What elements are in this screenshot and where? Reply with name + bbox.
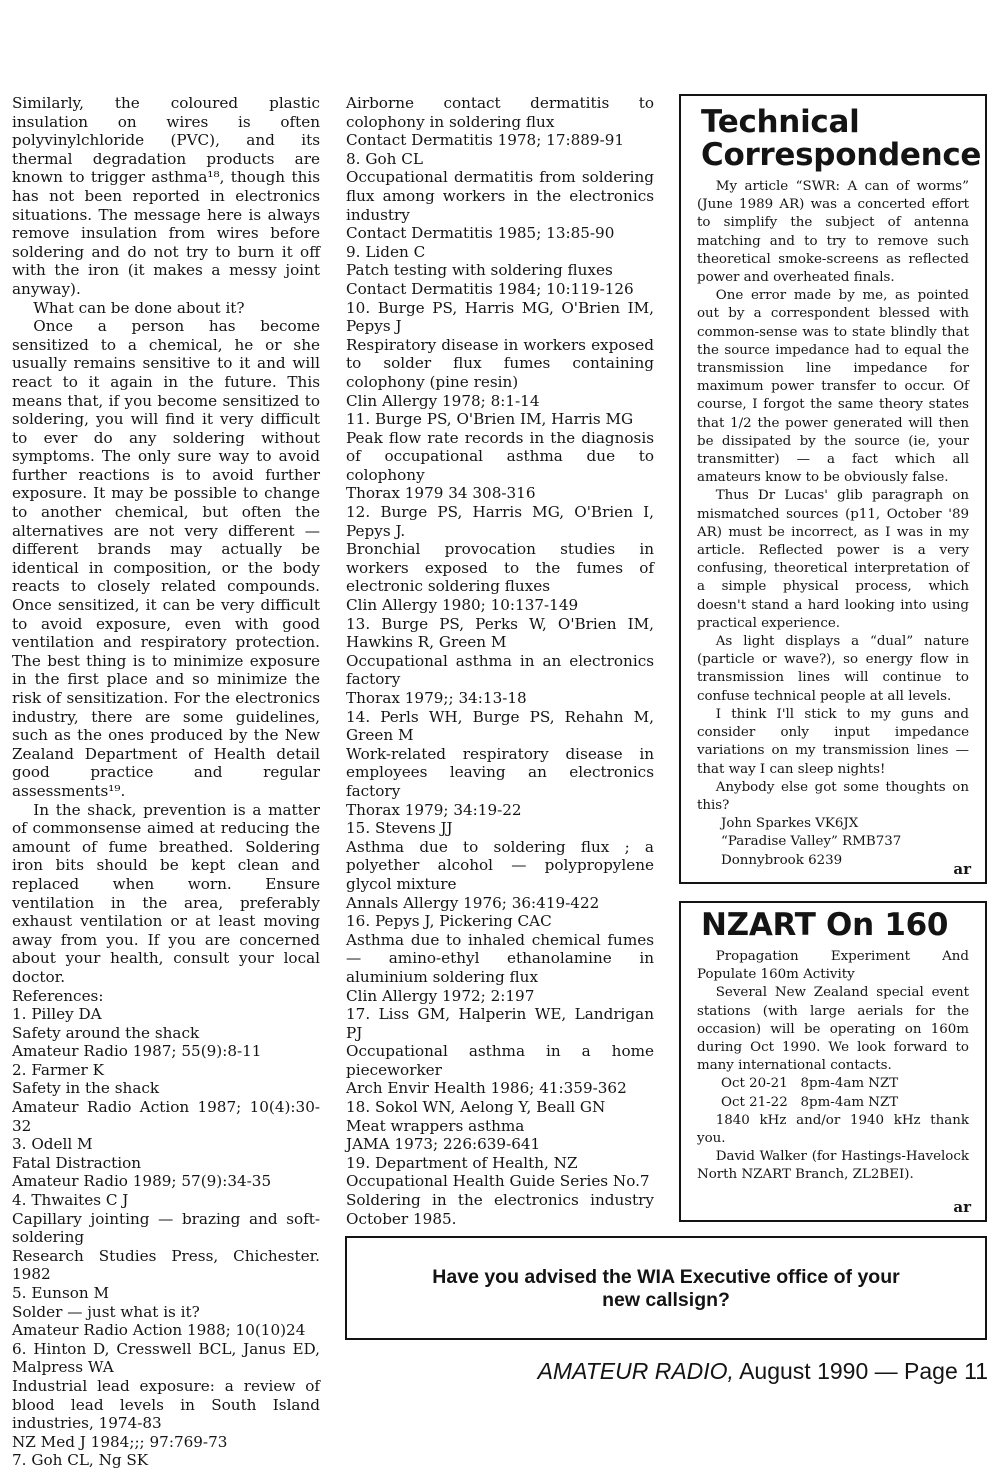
reference-line: 2. Farmer K	[12, 1060, 104, 1079]
references-heading: References:	[12, 986, 104, 1005]
reference-line: Peak flow rate records in the diagnosis of occupational asthma due to colophony	[346, 428, 654, 484]
reference-line: 1. Pilley DA	[12, 1005, 102, 1024]
reference-line: Occupational asthma in a home pieceworker	[346, 1042, 654, 1079]
schedule-times: 8pm-4am NZT	[800, 1076, 899, 1092]
letter-paragraph: Anybody else got some thoughts on this?	[697, 779, 969, 813]
reference-line: Respiratory disease in workers exposed to solder flux fumes containing colophony (pine resin)	[346, 335, 654, 391]
schedule-dates: Oct 20-21	[721, 1076, 788, 1092]
reference-line: Thorax 1979 34 308-316	[346, 484, 536, 503]
reference-line: Amateur Radio 1989; 57(9):34-35	[12, 1172, 272, 1191]
reference-line: 10. Burge PS, Harris MG, O'Brien IM, Pepys J	[346, 298, 654, 336]
page-footer	[538, 1358, 988, 1385]
reference-line: 17. Liss GM, Halperin WE, Landrigan PJ	[346, 1005, 654, 1042]
reference-line: Amateur Radio Action 1988; 10(10)24	[12, 1321, 306, 1340]
signature-line: “Paradise Valley” RMB737	[721, 834, 902, 850]
reference-line: 3. Odell M	[12, 1135, 93, 1154]
nzart-160-box	[679, 901, 987, 1222]
reference-line: Safety in the shack	[12, 1079, 160, 1098]
letter-paragraph: I think I'll stick to my guns and consider only input impedance variations on my transmission lines — that way I can sleep nights!	[697, 706, 969, 777]
reference-line: 18. Sokol WN, Aelong Y, Beall GN	[346, 1098, 606, 1117]
reference-line: Fatal Distraction	[12, 1153, 142, 1172]
reference-line: 16. Pepys J, Pickering CAC	[346, 912, 552, 931]
reference-line: Amateur Radio 1987; 55(9):8-11	[12, 1042, 262, 1061]
letter-paragraph: My article “SWR: A can of worms” (June 1989 AR) was a concerted effort to simplify the subject of antenna matching and to try to remove such theoretical smoke-screens as reflected power and overheated finals.	[697, 179, 969, 286]
reference-line: Soldering in the electronics industry October 1985.	[346, 1191, 654, 1228]
reference-line: Occupational Health Guide Series No.7	[346, 1172, 650, 1191]
article-paragraph: In the shack, prevention is a matter of commonsense aimed at reducing the amount of fume breathed. Soldering iron bits should be kept clean and replaced when worn. Ensure ventilation in the area, preferably exhaust ventilation or at least moving away from you. If you are concerned about your health, consult your local doctor.	[12, 800, 320, 986]
wia-notice-text	[347, 1266, 985, 1312]
notice-paragraph: Several New Zealand special event stations (with large aerials for the occasion) will be operating on 160m during Oct 1990. We look forward to many international contacts.	[697, 985, 969, 1074]
magazine-name: AMATEUR RADIO,	[537, 1358, 734, 1384]
reference-line: 13. Burge PS, Perks W, O'Brien IM, Hawkins R, Green M	[346, 614, 654, 652]
issue-and-page: August 1990 — Page 11	[733, 1358, 988, 1384]
reference-line: Safety around the shack	[12, 1023, 200, 1042]
article-column-1	[12, 94, 320, 1470]
signoff-text: David Walker (for Hastings-Havelock North NZART Branch, ZL2BEI).	[697, 1149, 969, 1183]
schedule-dates: Oct 21-22	[721, 1094, 788, 1110]
letter-paragraph: One error made by me, as pointed out by a correspondent blessed with common-sense was to state blindly that the source impedance had to equal the transmission line impedance for maximum power transfer to occur. Of course, I forgot the same theory states that 1/2 the power generated will then be dissipated by the source (ie, your transmitter) — a fact which all amateurs know to be obviously false.	[697, 288, 969, 486]
reference-line: Patch testing with soldering fluxes	[346, 261, 613, 280]
reference-line: Research Studies Press, Chichester. 1982	[12, 1246, 320, 1284]
reference-line: Clin Allergy 1980; 10:137-149	[346, 596, 579, 615]
reference-line: 9. Liden C	[346, 242, 426, 261]
reference-line: JAMA 1973; 226:639-641	[346, 1135, 541, 1154]
reference-line: 4. Thwaites C J	[12, 1191, 129, 1210]
reference-list	[12, 1005, 320, 1470]
reference-line: Thorax 1979; 34:19-22	[346, 800, 522, 819]
reference-line: Asthma due to inhaled chemical fumes — amino-ethyl ethanolamine in aluminium soldering flux	[346, 930, 654, 986]
reference-line: Annals Allergy 1976; 36:419-422	[346, 893, 600, 912]
reference-line: 12. Burge PS, Harris MG, O'Brien I, Pepys J.	[346, 503, 654, 540]
reference-line: 19. Department of Health, NZ	[346, 1153, 578, 1172]
references-column-2	[346, 94, 654, 1251]
reference-line: Industrial lead exposure: a review of blood lead levels in South Island industries, 1974-83	[12, 1376, 320, 1433]
reference-line: Work-related respiratory disease in employees leaving an electronics factory	[346, 744, 654, 800]
end-mark: ar	[953, 1198, 971, 1216]
article-paragraph: Similarly, the coloured plastic insulation on wires is often polyvinylchloride (PVC), and its thermal degradation products are known to trigger asthma¹⁸, though this has not been reported in electronics situations. The message here is always remove insulation from wires before soldering and do not try to burn it off with the iron (it makes a messy joint anyway).	[12, 94, 320, 298]
end-mark: ar	[953, 860, 971, 878]
reference-line: Meat wrappers asthma	[346, 1116, 525, 1135]
reference-line: Asthma due to soldering flux ; a polyether alcohol — polypropylene glycol mixture	[346, 837, 654, 893]
frequency-text: 1840 kHz and/or 1940 kHz thank you.	[697, 1112, 969, 1147]
reference-line: 11. Burge PS, O'Brien IM, Harris MG	[346, 410, 634, 429]
reference-line: Airborne contact dermatitis to colophony in soldering flux	[346, 94, 654, 131]
notice-line: Have you advised the WIA Executive office of your	[432, 1266, 900, 1288]
wia-notice-box	[345, 1236, 987, 1340]
schedule-row	[697, 1075, 969, 1093]
reference-line: 8. Goh CL	[346, 149, 423, 168]
reference-line: 7. Goh CL, Ng SK	[12, 1451, 149, 1470]
letter-paragraph: As light displays a “dual” nature (particle or wave?), so energy flow in transmission lines will continue to confuse technical people at all levels.	[697, 634, 969, 704]
reference-line: 15. Stevens JJ	[346, 819, 453, 838]
reference-line: Clin Allergy 1978; 8:1-14	[346, 391, 540, 410]
box-title: Technical Correspondence	[701, 104, 982, 173]
schedule-row	[697, 1094, 969, 1112]
technical-correspondence-box	[679, 94, 987, 884]
reference-line: Contact Dermatitis 1984; 10:119-126	[346, 279, 634, 298]
notice-subtitle: Propagation Experiment And Populate 160m Activity	[697, 949, 969, 983]
reference-line: 14. Perls WH, Burge PS, Rehahn M, Green M	[346, 707, 654, 745]
reference-line: Solder — just what is it?	[12, 1302, 200, 1321]
reference-line: 6. Hinton D, Cresswell BCL, Janus ED, Malpress WA	[12, 1339, 320, 1377]
reference-line: Capillary jointing — brazing and soft-soldering	[12, 1209, 320, 1247]
notice-body	[697, 948, 969, 1185]
reference-line: Bronchial provocation studies in workers exposed to the fumes of electronic soldering fluxes	[346, 540, 654, 596]
reference-line: Arch Envir Health 1986; 41:359-362	[346, 1079, 627, 1098]
signature-line: John Sparkes VK6JX	[721, 816, 859, 832]
reference-line: 5. Eunson M	[12, 1284, 110, 1302]
letter-paragraph: Thus Dr Lucas' glib paragraph on mismatched sources (p11, October '89 AR) must be incorrect, as I was in my article. Reflected power is a very confusing, theoretical interpretation of a simple physical process, which doesn't stand a hard looking into using practical experience.	[697, 488, 969, 631]
schedule-times: 8pm-4am NZT	[800, 1094, 899, 1110]
letter-body	[697, 178, 969, 870]
reference-line: Contact Dermatitis 1985; 13:85-90	[346, 224, 615, 243]
article-paragraph: Once a person has become sensitized to a chemical, he or she usually remains sensitive to it and will react to it again in the future. This means that, if you become sensitized to soldering, you will find it very difficult to ever do any soldering without symptoms. The only sure way to avoid further reactions is to avoid further exposure. It may be possible to change to another chemical, but often the alternatives are not very different — different brands may actually be identical in composition, or the body reacts to closely related compounds. Once sensitized, it can be very difficult to avoid exposure, even with good ventilation and respiratory protection. The best thing is to minimize exposure in the first place and so minimize the risk of sensitization. For the electronics industry, there are some guidelines, such as the ones produced by the New Zealand Department of Health detail good practice and regular assessments¹⁹.	[12, 317, 320, 800]
reference-list	[346, 94, 654, 1228]
box-title: NZART On 160	[701, 907, 949, 943]
reference-line: Contact Dermatitis 1978; 17:889-91	[346, 131, 625, 150]
reference-line: NZ Med J 1984;;; 97:769-73	[12, 1432, 228, 1451]
reference-line: Occupational asthma in an electronics factory	[346, 651, 654, 689]
reference-line: Occupational dermatitis from soldering flux among workers in the electronics industry	[346, 168, 654, 224]
notice-line: new callsign?	[602, 1289, 730, 1311]
reference-line: Thorax 1979;; 34:13-18	[346, 689, 527, 707]
article-paragraph: What can be done about it?	[33, 298, 245, 317]
reference-line: Clin Allergy 1972; 2:197	[346, 986, 535, 1005]
reference-line: Amateur Radio Action 1987; 10(4):30-32	[12, 1098, 320, 1135]
signature-line: Donnybrook 6239	[721, 852, 843, 868]
